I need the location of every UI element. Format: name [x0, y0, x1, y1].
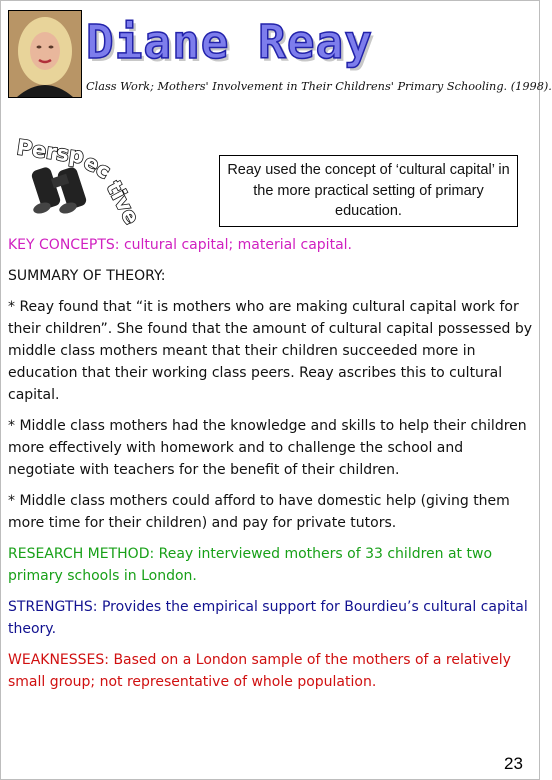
point-1: * Reay found that “it is mothers who are making cultural capital work for their children”. She found that the amount of cultural capital possessed by middle class mothers meant that their children succeeded more in education that their working class peers. Reay ascribes this to cultural capital.	[8, 299, 533, 403]
body-text	[8, 234, 534, 702]
page-number: 23	[504, 754, 523, 773]
perspective-logo	[14, 128, 144, 229]
weaknesses: WEAKNESSES: Based on a London sample of the mothers of a relatively small group; not representative of whole population.	[8, 652, 511, 690]
point-2: * Middle class mothers had the knowledge and skills to help their children more effectively with homework and to challenge the school and negotiate with teachers for the benefit of their children.	[8, 418, 527, 478]
svg-text:Persp: Persp	[15, 135, 86, 169]
author-photo	[8, 10, 82, 98]
binoculars-icon	[14, 128, 144, 229]
research-method: RESEARCH METHOD: Reay interviewed mothers of 33 children at two primary schools in London.	[8, 546, 493, 584]
strengths: STRENGTHS: Provides the empirical support for Bourdieu’s cultural capital theory.	[8, 599, 528, 637]
summary-box: Reay used the concept of ‘cultural capital’ in the more practical setting of primary education.	[219, 155, 518, 227]
point-3: * Middle class mothers could afford to have domestic help (giving them more time for their children) and pay for private tutors.	[8, 493, 510, 531]
key-concepts: KEY CONCEPTS: cultural capital; material capital.	[8, 237, 352, 253]
svg-text:tive: tive	[101, 177, 144, 229]
summary-heading: SUMMARY OF THEORY:	[8, 268, 166, 284]
page-title: Diane Reay	[86, 15, 373, 69]
citation: Class Work; Mothers' Involvement in Their Childrens' Primary Schooling. (1998).	[86, 80, 552, 93]
svg-text:ec: ec	[79, 149, 115, 184]
